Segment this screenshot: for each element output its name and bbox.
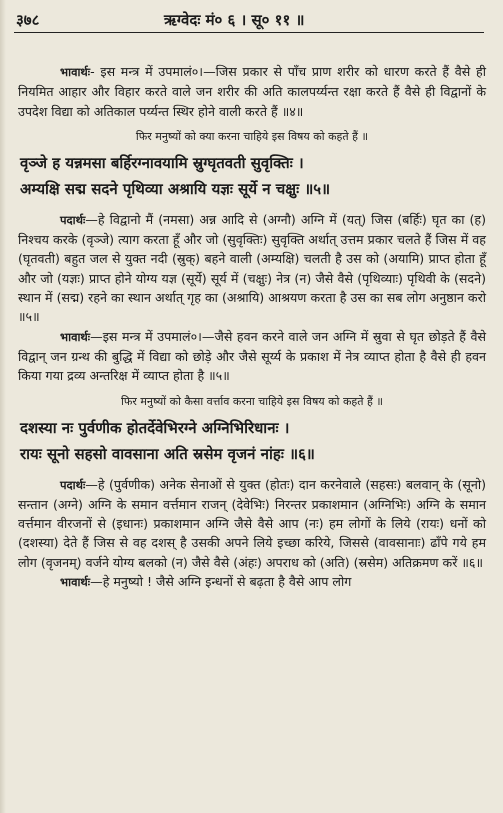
paragraph-lead: पदार्थः	[60, 477, 86, 492]
paragraph-text: —इस मन्त्र में उपमालं०।—जैसे हवन करने वाले जन अग्नि में स्रुवा से घृत छोड़ते हैं वैसे विद्वान् जन ग्रन्थ की बुद्धि में विद्या को छोड़े और जैसे सूर्य्य के प्रकाश में नेत्र व्याप्त होता है वैसे ही हवन किया गया द्रव्य अन्तरिक्ष में व्याप्त होता है ॥५॥	[18, 328, 486, 384]
paragraph-lead: पदार्थः	[60, 212, 86, 227]
padartha-paragraph	[18, 475, 486, 572]
page-number: ३७८	[16, 11, 40, 29]
section-intro: फिर मनुष्यों को कैसा वर्त्ताव करना चाहिये इस विषय को कहते हैं ॥	[121, 394, 383, 408]
paragraph-text: —हे विद्वानो मैं (नमसा) अन्न आदि से (अग्नौ) अग्नि में (यत्) जिस (बर्हिः) घृत का (ह) निश्चय करके (वृञ्जे) त्याग करता हूँ और जो (सुवृक्तिः) सुवृक्ति अर्थात् उत्तम प्रकार चलते हैं जिस में वह (घृतवती) बहुत जल से युक्त नदी (स्रुक्) बहने वाली (अम्यक्षि) चलती है उस को (अयामि) प्राप्त होता हूँ और जो (यज्ञः) प्राप्त होने योग्य यज्ञ (सूर्ये) सूर्य में (चक्षुः) नेत्र (न) जैसे वैसे (पृथिव्याः) पृथिवी के (सदने) स्थान में (सद्म) रहने का स्थान अर्थात् गृह का (अश्रायि) आश्रयण करता है उस का सब लोग अनुष्ठान करो ॥५॥	[18, 211, 486, 325]
page-header	[14, 6, 484, 33]
mantra-line: अम्यक्षि सद्म सदने पृथिव्या अश्रायि यज्ञः सूर्ये न चक्षुः ॥५॥	[20, 179, 331, 198]
mantra-line: दशस्या नः पुर्वणीक होतर्देवेभिरग्ने अग्निभिरिधानः ।	[20, 418, 290, 437]
paragraph-text: —हे मनुष्यो ! जैसे अग्नि इन्धनों से बढ़ता है वैसे आप लोग	[90, 574, 352, 590]
mantra-line: रायः सूनो सहसो वावसाना अति स्रसेम वृजनं नांहः ॥६॥	[20, 444, 315, 463]
page-edge-shadow	[0, 0, 6, 813]
paragraph-lead: भावार्थः	[60, 329, 91, 344]
padartha-paragraph	[18, 210, 486, 327]
page-body	[18, 62, 486, 592]
paragraph-text: —हे (पुर्वणीक) अनेक सेनाओं से युक्त (होतः) दान करनेवाले (सहसः) बलवान् के (सूनो) सन्तान (अग्ने) अग्नि के समान वर्त्तमान राजन् (देवेभिः) निरन्तर प्रकाशमान (अग्निभिः) अग्नि के समान वर्त्तमान वीरजनों से (इधानः) प्रकाशमान अग्नि जैसे वैसे आप (नः) हम लोगों के लिये (रायः) धनों को (दशस्या) देते हैं जिस से वह दशस् है उसकी अपने लिये इच्छा करिये, जिससे (वावसानाः) ढाँपे गये हम लोग (वृजनम्) वर्जने योग्य बलको (न) जैसे वैसे (अंहः) अपराध को (अति) (स्रसेम) अतिक्रमण करें ॥६॥	[18, 476, 486, 570]
paragraph-lead: भावार्थः	[60, 575, 91, 590]
bhavartha-paragraph	[18, 327, 486, 386]
section-intro: फिर मनुष्यों को क्या करना चाहिये इस विषय को कहते हैं ॥	[135, 129, 369, 143]
mantra-line: वृञ्जे ह यन्नमसा बर्हिरग्नावयामि स्रुग्घृतवती सुवृक्तिः ।	[20, 153, 304, 172]
bhavartha-paragraph	[18, 62, 486, 121]
running-head: ऋग्वेदः मं० ६ । सू० ११ ॥	[164, 11, 305, 29]
paragraph-lead: भावार्थः	[60, 65, 91, 79]
bhavartha-paragraph	[18, 572, 486, 592]
paragraph-text: - इस मन्त्र में उपमालं०।—जिस प्रकार से पाँच प्राण शरीर को धारण करते हैं वैसे ही नियमित आहार और विहार करते वाले जन शरीर की अति कालपर्य्यन्त रक्षा करते हैं वैसे ही विद्वानों के उपदेश विद्या को अतिकाल पर्य्यन्त स्थिर होने वाली करते हैं ॥४॥	[18, 64, 486, 119]
